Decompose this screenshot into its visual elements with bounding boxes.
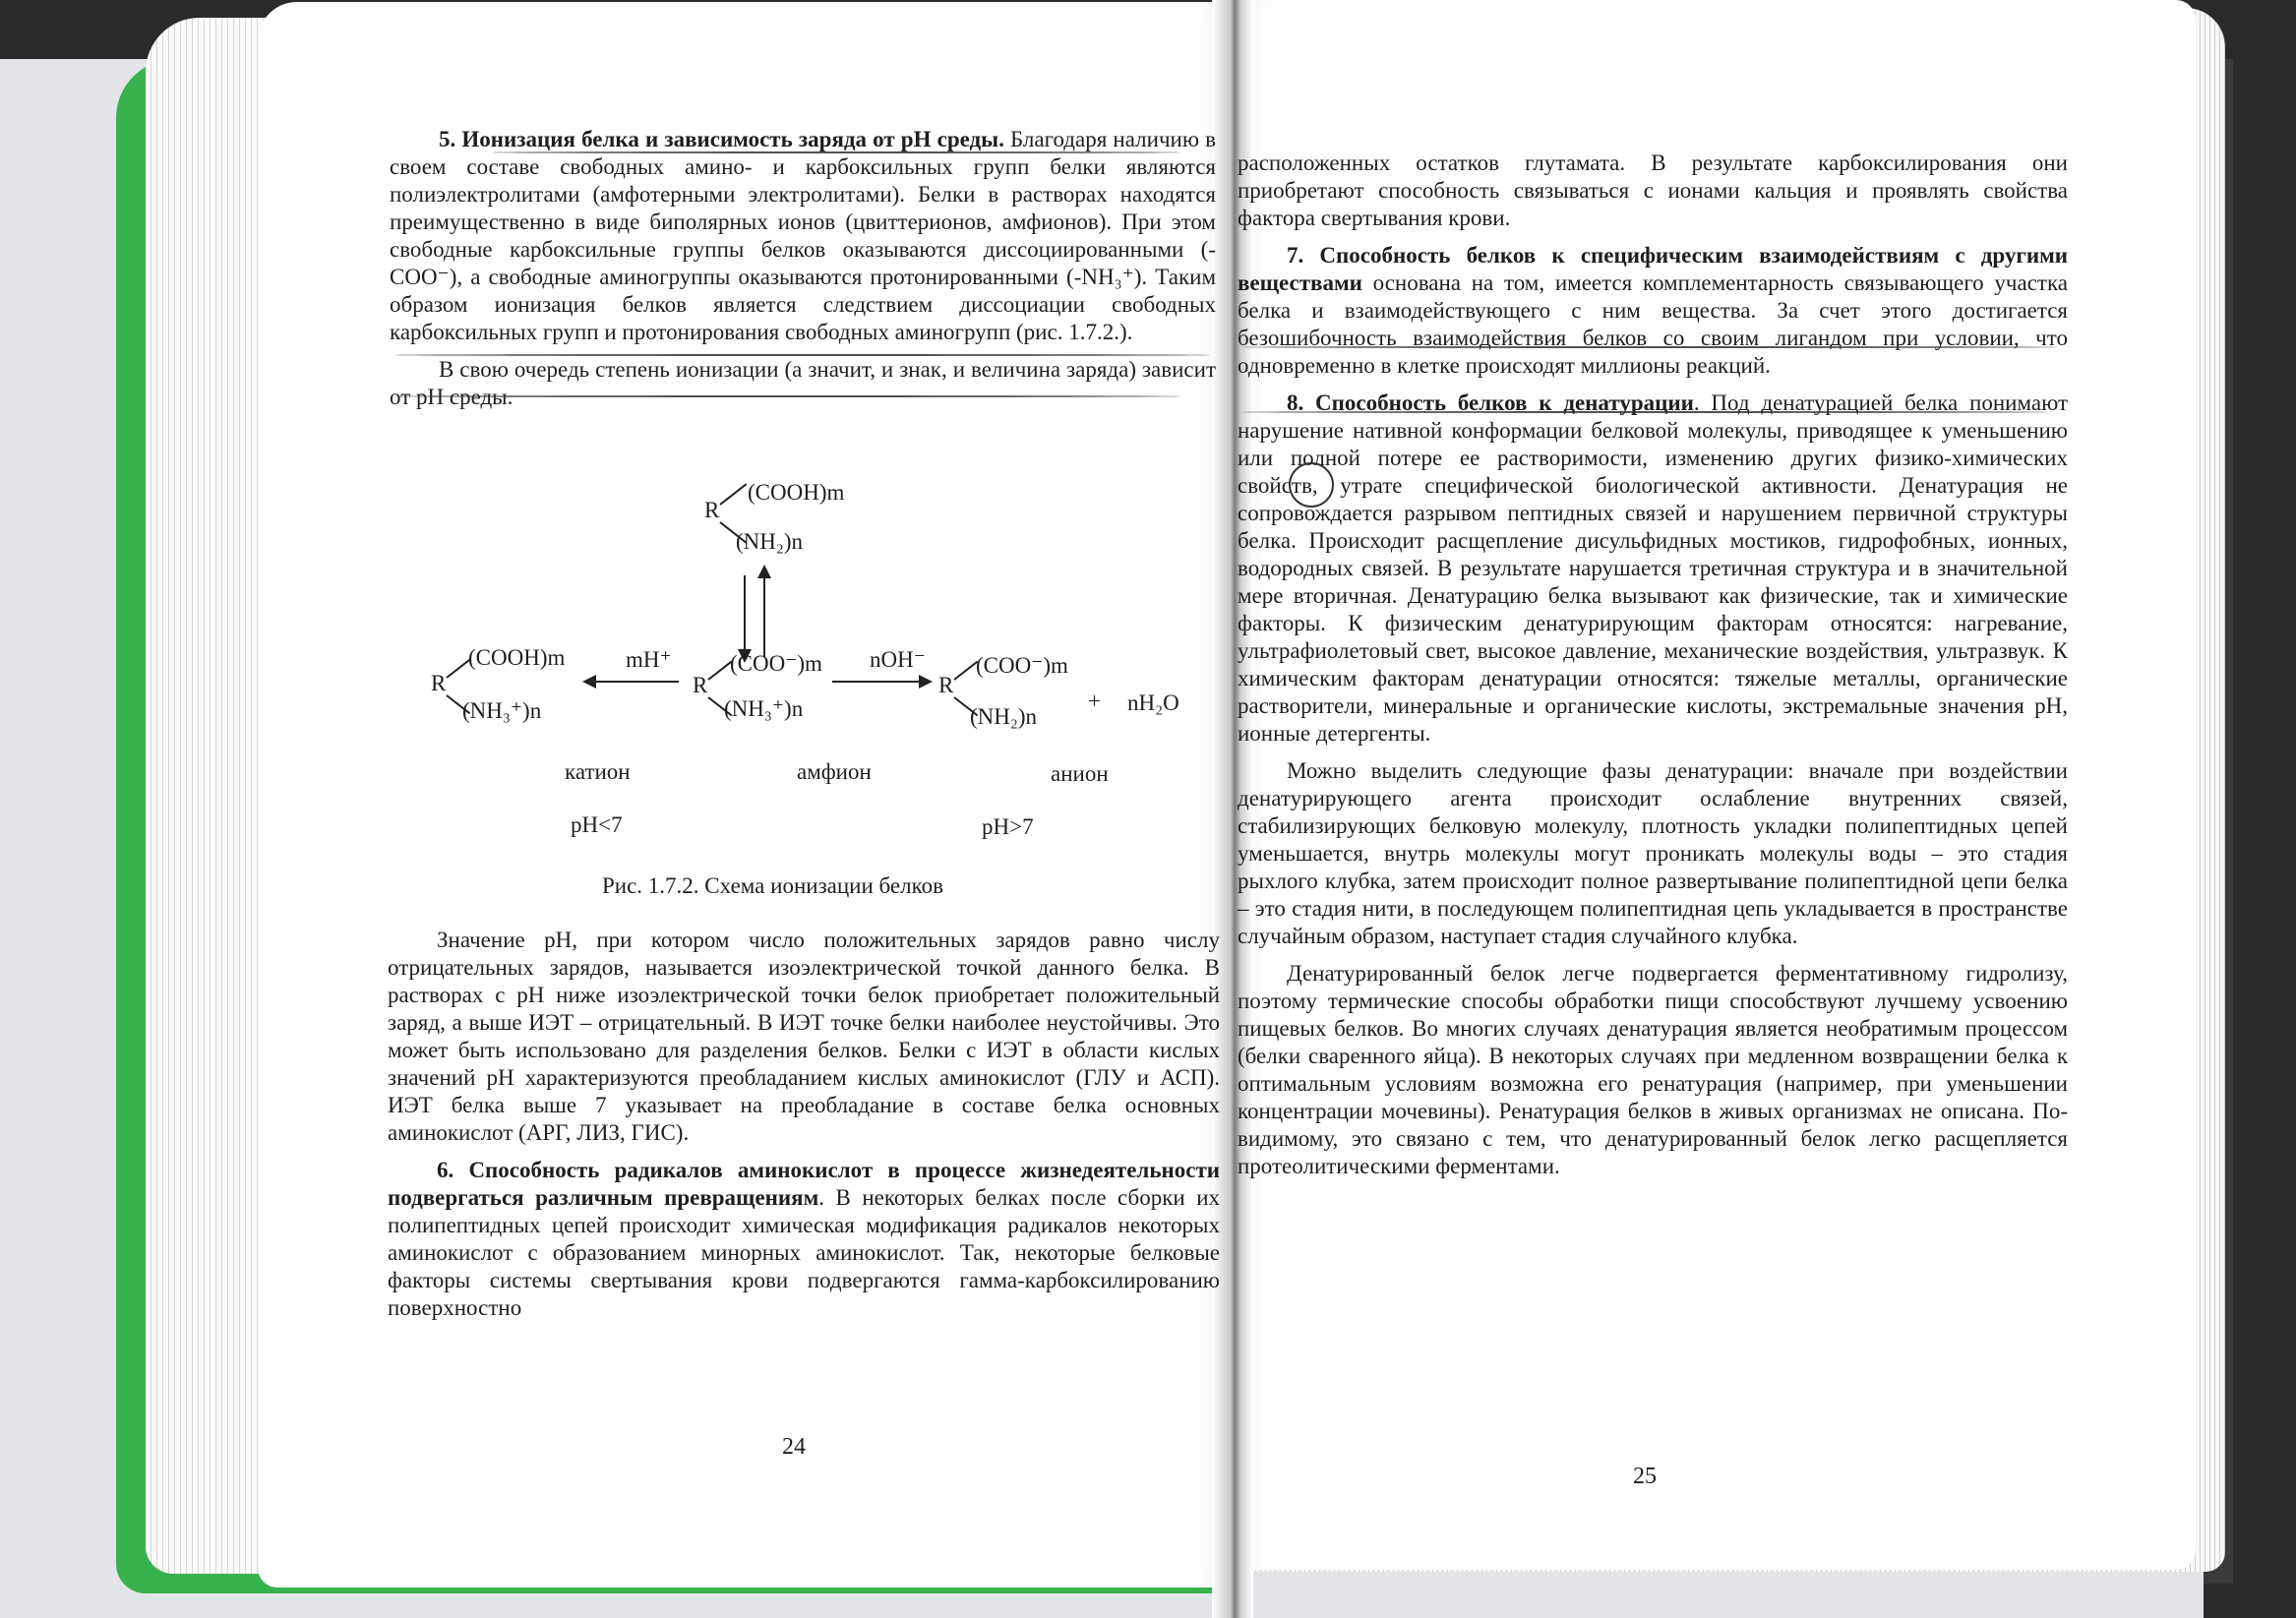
section-6-continuation: расположенных остатков глутамата. В результате карбоксилирования они приобретают способность связываться с ионами кальция и проявлять свойства фактора свертывания крови. xyxy=(1238,150,2068,230)
right-nh2: (NH₂)n xyxy=(970,704,1038,729)
section-8-paragraph xyxy=(1238,390,2068,748)
page-number-right: 25 xyxy=(1633,1464,1657,1489)
pen-underline xyxy=(1241,411,2048,413)
section-7-paragraph xyxy=(1238,242,2068,380)
phases-paragraph: Можно выделить следующие фазы денатурации: вначале при воздействии денатурирующего агента происходит ослабление внутренних связей, стабилизирующих белковую молекулу, плотность укладки полипептидных цепей уменьшается, внутрь молекулы могут проникать молекулы воды – это стадия рыхлого клубка, затем происходит полное развертывание полипептидной цепи белка – это стадия нити, в последующем полипептидная цепь укладывается в пространстве случайным образом, наступает стадия случайного клубка. xyxy=(1238,758,2068,948)
section-5-paragraph xyxy=(390,126,1216,346)
arrow-down xyxy=(744,575,746,654)
section-6-body: . В некоторых белках после сборки их полипептидных цепей происходит химическая модификация радикалов некоторых аминокислот с образованием минорных аминокислот. Так, некоторые белковые факторы системы свертывания крови подвергаются гамма-карбоксилированию поверхностно xyxy=(388,1185,1220,1320)
left-cooh: (COOH)m xyxy=(468,645,566,670)
section-7-title: 7. Способность белков к специфическим взаимодействиям с другими веществами xyxy=(1238,243,2068,295)
section-7-body: основана на том, имеется комплементарность связывающего участка белка и взаимодействующего с ним вещества. За счет этого достигается безошибочность взаимодействия белков со своим лигандом при условии, что одновременно в клетке происходят миллионы реакций. xyxy=(1238,270,2068,378)
label-cation: катион xyxy=(565,759,631,784)
label-ph-high: pH>7 xyxy=(982,814,1034,839)
pen-underline xyxy=(1241,346,2058,348)
water: nH₂O xyxy=(1127,690,1179,715)
label-anion: анион xyxy=(1051,761,1109,786)
right-coo: (COO⁻)m xyxy=(976,653,1068,678)
section-6-title: 6. Способность радикалов аминокислот в процессе жизнедеятельности подвергаться различным превращениям xyxy=(388,1158,1220,1210)
section-5-body: Благодаря наличию в своем составе свободных амино- и карбоксильных групп белки являются полиэлектролитами (амфотерными электролитами). Белки в растворах находятся преимущественно в виде биполярных ионов (цвиттерионов, амфионов). При этом свободные карбоксильные группы белков оказываются диссоциированными (-COO⁻), а свободные аминогруппы оказываются протонированными (-NH₃⁺). Таким образом ионизация белков является следствием диссоциации свободных карбоксильных групп и протонирования свободных аминогрупп (рис. 1.7.2.). xyxy=(390,127,1216,344)
plus-sign: + xyxy=(1088,689,1101,713)
page-number-left: 24 xyxy=(782,1434,806,1460)
top-nh2: (NH₂)n xyxy=(736,529,804,554)
arrow-right-head xyxy=(919,675,933,689)
arrow-right-label: nOH⁻ xyxy=(870,647,926,672)
arrow-up xyxy=(763,570,765,657)
arrow-up-head xyxy=(757,565,771,578)
right-page-text xyxy=(1238,150,2068,1180)
left-page-text-top xyxy=(390,126,1216,411)
arrow-right xyxy=(832,681,921,683)
pen-circle-mark xyxy=(1289,462,1334,508)
denaturation-paragraph: Денатурированный белок легче подвергается ферментативному гидролизу, поэтому термические способы обработки пищи способствуют лучшему усвоению пищевых белков. Во многих случаях денатурация является необратимым процессом (белки сваренного яйца). В некоторых случаях при медленном возвращении белка к оптимальным условиям возможна его ренатурация (например, при уменьшении концентрации мочевины). Ренатурация белков в живых организмах не описана. По-видимому, это связано с тем, что денатурированный белок легко расщепляется протеолитическими ферментами. xyxy=(1238,961,2068,1178)
top-cooh: (COOH)m xyxy=(748,480,845,505)
section-8-title: 8. Способность белков к денатурации xyxy=(1287,390,1694,415)
isoelectric-paragraph: Значение рН, при котором число положительных зарядов равно числу отрицательных зарядов, называется изоэлектрической точкой данного белка. В растворах с рН ниже изоэлектрической точки белок приобретает положительный заряд, а выше ИЭТ – отрицательный. В ИЭТ точке белки наиболее неустойчивы. Это может быть использовано для разделения белков. Белки с ИЭТ в области кислых значений рН характеризуются преобладанием кислых аминокислот (ГЛУ и АСП). ИЭТ белка выше 7 указывает на преобладание в составе белка основных аминокислот (АРГ, ЛИЗ, ГИС). xyxy=(388,928,1220,1145)
arrow-left-label: mH⁺ xyxy=(626,647,672,672)
figure-caption: Рис. 1.7.2. Схема ионизации белков xyxy=(602,873,943,898)
label-ph-low: pH<7 xyxy=(571,812,623,837)
pen-underline xyxy=(393,395,1180,397)
section-8-body: . Под денатурацией белка понимают нарушение нативной конформации белковой молекулы, приводящее к уменьшению или полной потере ее растворимости, изменению других физико-химических свойств, утрате специфической биологической активности. Денатурация не сопровождается разрывом пептидных связей и нарушением первичной структуры белка. Происходит расщепление дисульфидных мостиков, гидрофобных, ионных, водородных связей. В результате нарушается третичная структура и в значительной мере вторичная. Денатурацию белка вызывают как физические, так и химические факторы. К физическим денатурирующим факторам относятся: нагревание, ультрафиолетовый свет, высокое давление, механические воздействия, ультразвук. К химическим факторам денатурации относятся: тяжелые металлы, органические растворители, минеральные и органические кислоты, экстремальные значения рН, ионные детергенты. xyxy=(1238,390,2068,746)
pen-underline xyxy=(393,354,1210,356)
section-6-paragraph xyxy=(388,1157,1220,1322)
top-r: R xyxy=(704,498,720,522)
mid-coo: (COO⁻)m xyxy=(730,651,822,676)
mid-nh3: (NH₃⁺)n xyxy=(724,696,804,721)
right-r: R xyxy=(938,673,954,697)
section-5-title: 5. Ионизация белка и зависимость заряда от рН среды. xyxy=(439,127,1004,151)
left-nh3: (NH₃⁺)n xyxy=(462,698,542,723)
section-5-paragraph-2: В свою очередь степень ионизации (а значит, и знак, и величина заряда) зависит от рН среды. xyxy=(390,357,1216,409)
label-amphion: амфион xyxy=(797,759,872,784)
left-page-text-bottom xyxy=(388,927,1220,1322)
arrow-left xyxy=(594,681,679,683)
left-r: R xyxy=(431,671,447,695)
arrow-left-head xyxy=(582,675,596,689)
pen-underline xyxy=(492,151,1180,153)
mid-r: R xyxy=(693,673,708,697)
